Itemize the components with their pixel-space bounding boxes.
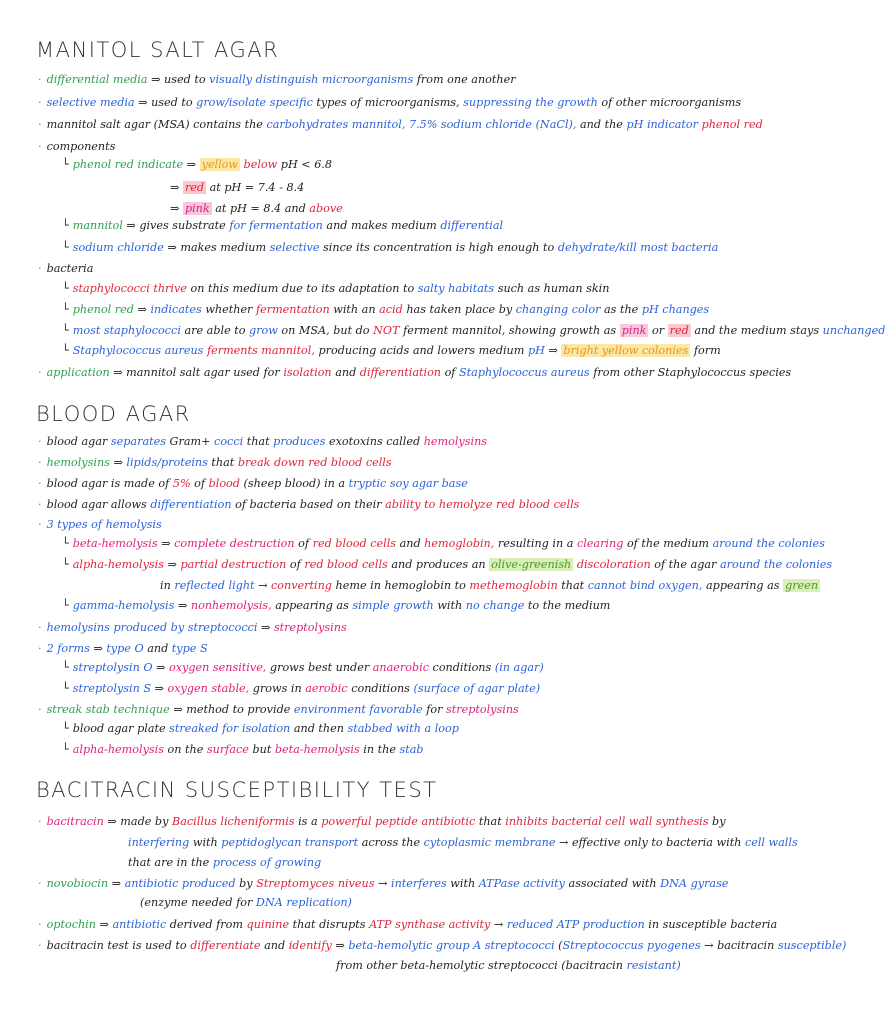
note-line: that are in the process of growing [128, 856, 322, 869]
note-line: · bacitracin test is used to differentiate and identify ⇒ beta-hemolytic group A streptococci (Streptococcus pyogenes → bacitracin susceptible) [38, 939, 847, 952]
note-line: from other beta-hemolytic streptococci (bacitracin resistant) [336, 959, 681, 972]
note-line: ⇒ red at pH = 7.4 - 8.4 [170, 181, 305, 194]
note-line: · optochin ⇒ antibiotic derived from quinine that disrupts ATP synthase activity → reduced ATP production in susceptible bacteria [38, 918, 778, 931]
note-line: · bacteria [38, 262, 94, 275]
note-line: · application ⇒ mannitol salt agar used for isolation and differentiation of Staphylococcus aureus from other Staphylococcus species [38, 366, 792, 379]
note-line: · 2 forms ⇒ type O and type S [38, 642, 208, 655]
note-line: · streak stab technique ⇒ method to provide environment favorable for streptolysins [38, 703, 519, 716]
note-line: · 3 types of hemolysis [38, 518, 162, 531]
note-line: · mannitol salt agar (MSA) contains the carbohydrates mannitol, 7.5% sodium chloride (NaCl), and the pH indicator phenol red [38, 118, 763, 131]
note-line: · components [38, 140, 116, 153]
note-line: └ blood agar plate streaked for isolation and then stabbed with a loop [62, 722, 459, 735]
note-line: · selective media ⇒ used to grow/isolate specific types of microorganisms, suppressing the growth of other microorganisms [38, 96, 742, 109]
note-line: └ mannitol ⇒ gives substrate for fermentation and makes medium differential [62, 219, 504, 232]
note-line: └ alpha-hemolysis ⇒ partial destruction of red blood cells and produces an olive-greenish discoloration of the agar around the colonies [62, 558, 833, 571]
note-line: · novobiocin ⇒ antibiotic produced by Streptomyces niveus → interferes with ATPase activity associated with DNA gyrase [38, 877, 729, 890]
note-line: └ streptolysin O ⇒ oxygen sensitive, grows best under anaerobic conditions (in agar) [62, 661, 544, 674]
note-line: ⇒ pink at pH = 8.4 and above [170, 202, 343, 215]
note-line: · bacitracin ⇒ made by Bacillus licheniformis is a powerful peptide antibiotic that inhibits bacterial cell wall synthesis by [38, 815, 726, 828]
section-title-blood-agar: BLOOD AGAR [36, 402, 191, 426]
note-line: · blood agar separates Gram+ cocci that produces exotoxins called hemolysins [38, 435, 488, 448]
note-line: · hemolysins produced by streptococci ⇒ streptolysins [38, 621, 347, 634]
note-line: · blood agar is made of 5% of blood (sheep blood) in a tryptic soy agar base [38, 477, 468, 490]
note-line: └ sodium chloride ⇒ makes medium selective since its concentration is high enough to dehydrate/kill most bacteria [62, 241, 719, 254]
note-line: └ Staphylococcus aureus ferments mannitol, producing acids and lowers medium pH ⇒ bright yellow colonies form [62, 344, 721, 357]
note-line: in reflected light → converting heme in hemoglobin to methemoglobin that cannot bind oxygen, appearing as green [160, 579, 819, 592]
note-line: └ gamma-hemolysis ⇒ nonhemolysis, appearing as simple growth with no change to the medium [62, 599, 611, 612]
note-line: └ phenol red ⇒ indicates whether fermentation with an acid has taken place by changing color as the pH changes [62, 303, 710, 316]
note-line: └ phenol red indicate ⇒ yellow below pH < 6.8 [62, 158, 332, 171]
note-line: (enzyme needed for DNA replication) [140, 896, 352, 909]
section-title-bacitracin-test: BACITRACIN SUSCEPTIBILITY TEST [36, 778, 438, 802]
note-line: · blood agar allows differentiation of bacteria based on their ability to hemolyze red blood cells [38, 498, 580, 511]
note-line: └ staphylococci thrive on this medium due to its adaptation to salty habitats such as human skin [62, 282, 610, 295]
note-line: interfering with peptidoglycan transport across the cytoplasmic membrane → effective only to bacteria with cell walls [128, 836, 798, 849]
note-line: └ beta-hemolysis ⇒ complete destruction of red blood cells and hemoglobin, resulting in a clearing of the medium around the colonies [62, 537, 825, 550]
note-line: └ alpha-hemolysis on the surface but beta-hemolysis in the stab [62, 743, 424, 756]
note-line: · hemolysins ⇒ lipids/proteins that break down red blood cells [38, 456, 392, 469]
note-line: · differential media ⇒ used to visually distinguish microorganisms from one another [38, 73, 516, 86]
note-line: └ streptolysin S ⇒ oxygen stable, grows in aerobic conditions (surface of agar plate) [62, 682, 541, 695]
section-title-manitol-salt-agar: MANITOL SALT AGAR [36, 38, 280, 62]
note-line: └ most staphylococci are able to grow on MSA, but do NOT ferment mannitol, showing growth as pink or red and the medium stays unchanged [62, 324, 885, 337]
